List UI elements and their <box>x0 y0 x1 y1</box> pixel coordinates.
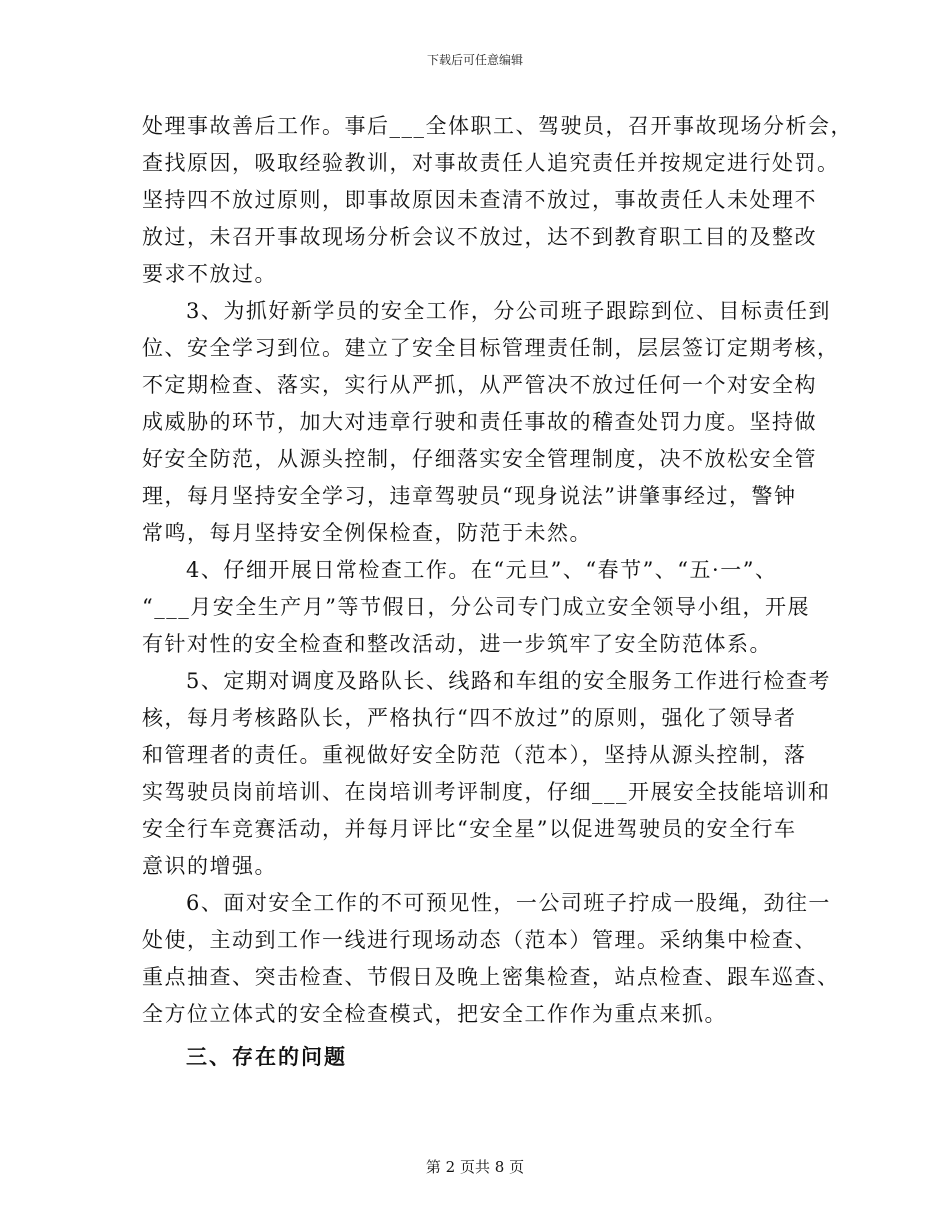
text-line: 6、面对安全工作的不可预见性，一公司班子拧成一股绳，劲往一 <box>186 891 831 915</box>
text-line: 核，每月考核路队长，严格执行“四不放过”的原则，强化了领导者 <box>142 706 797 730</box>
text-line: 不定期检查、落实，实行从严抓，从严管决不放过任何一个对安全构 <box>142 373 817 397</box>
text-line: 处使，主动到工作一线进行现场动态（范本）管理。采纳集中检查、 <box>142 928 817 952</box>
text-line: 常鸣，每月坚持安全例保检查，防范于未然。 <box>142 521 592 545</box>
text-line: 要求不放过。 <box>142 262 277 286</box>
page-footer: 第 2 页共 8 页 <box>425 1158 525 1176</box>
text-line: 和管理者的责任。重视做好安全防范（范本），坚持从源头控制，落 <box>142 743 807 767</box>
text-line: 全方位立体式的安全检查模式，把安全工作作为重点来抓。 <box>142 1002 727 1026</box>
text-line: 放过，未召开事故现场分析会议不放过，达不到教育职工目的及整改 <box>142 225 817 249</box>
text-line: 重点抽查、突击检查、节假日及晚上密集检查，站点检查、跟车巡查、 <box>142 965 840 989</box>
text-line: 理，每月坚持安全学习，违章驾驶员“现身说法”讲肇事经过，警钟 <box>142 484 797 508</box>
section-heading: 三、存在的问题 <box>186 1045 347 1069</box>
document-body <box>142 108 853 1076</box>
text-line: 5、定期对调度及路队长、线路和车组的安全服务工作进行检查考 <box>186 669 831 693</box>
text-line: 查找原因，吸取经验教训，对事故责任人追究责任并按规定进行处罚。 <box>142 151 840 175</box>
text-line: 3、为抓好新学员的安全工作，分公司班子跟踪到位、目标责任到 <box>186 299 831 323</box>
text-line: 坚持四不放过原则，即事故原因未查清不放过，事故责任人未处理不 <box>142 188 817 212</box>
text-line: 意识的增强。 <box>142 854 277 878</box>
text-line: 有针对性的安全检查和整改活动，进一步筑牢了安全防范体系。 <box>142 632 772 656</box>
text-line: 安全行车竞赛活动，并每月评比“安全星”以促进驾驶员的安全行车 <box>142 817 797 841</box>
text-line: 位、安全学习到位。建立了安全目标管理责任制，层层签订定期考核， <box>142 336 840 360</box>
paragraph-lines <box>142 108 853 1033</box>
text-line: 成威胁的环节，加大对违章行驶和责任事故的稽查处罚力度。坚持做 <box>142 410 817 434</box>
text-line: 4、仔细开展日常检查工作。在“元旦”、“春节”、“五·一”、 <box>186 558 778 582</box>
text-line: 处理事故善后工作。事后___全体职工、驾驶员，召开事故现场分析会， <box>142 114 853 138</box>
text-line: 好安全防范，从源头控制，仔细落实安全管理制度，决不放松安全管 <box>142 447 817 471</box>
text-line: “___月安全生产月”等节假日，分公司专门成立安全领导小组，开展 <box>142 595 810 619</box>
text-line: 实驾驶员岗前培训、在岗培训考评制度，仔细___开展安全技能培训和 <box>142 780 831 804</box>
page-header: 下载后可任意编辑 <box>426 53 523 67</box>
